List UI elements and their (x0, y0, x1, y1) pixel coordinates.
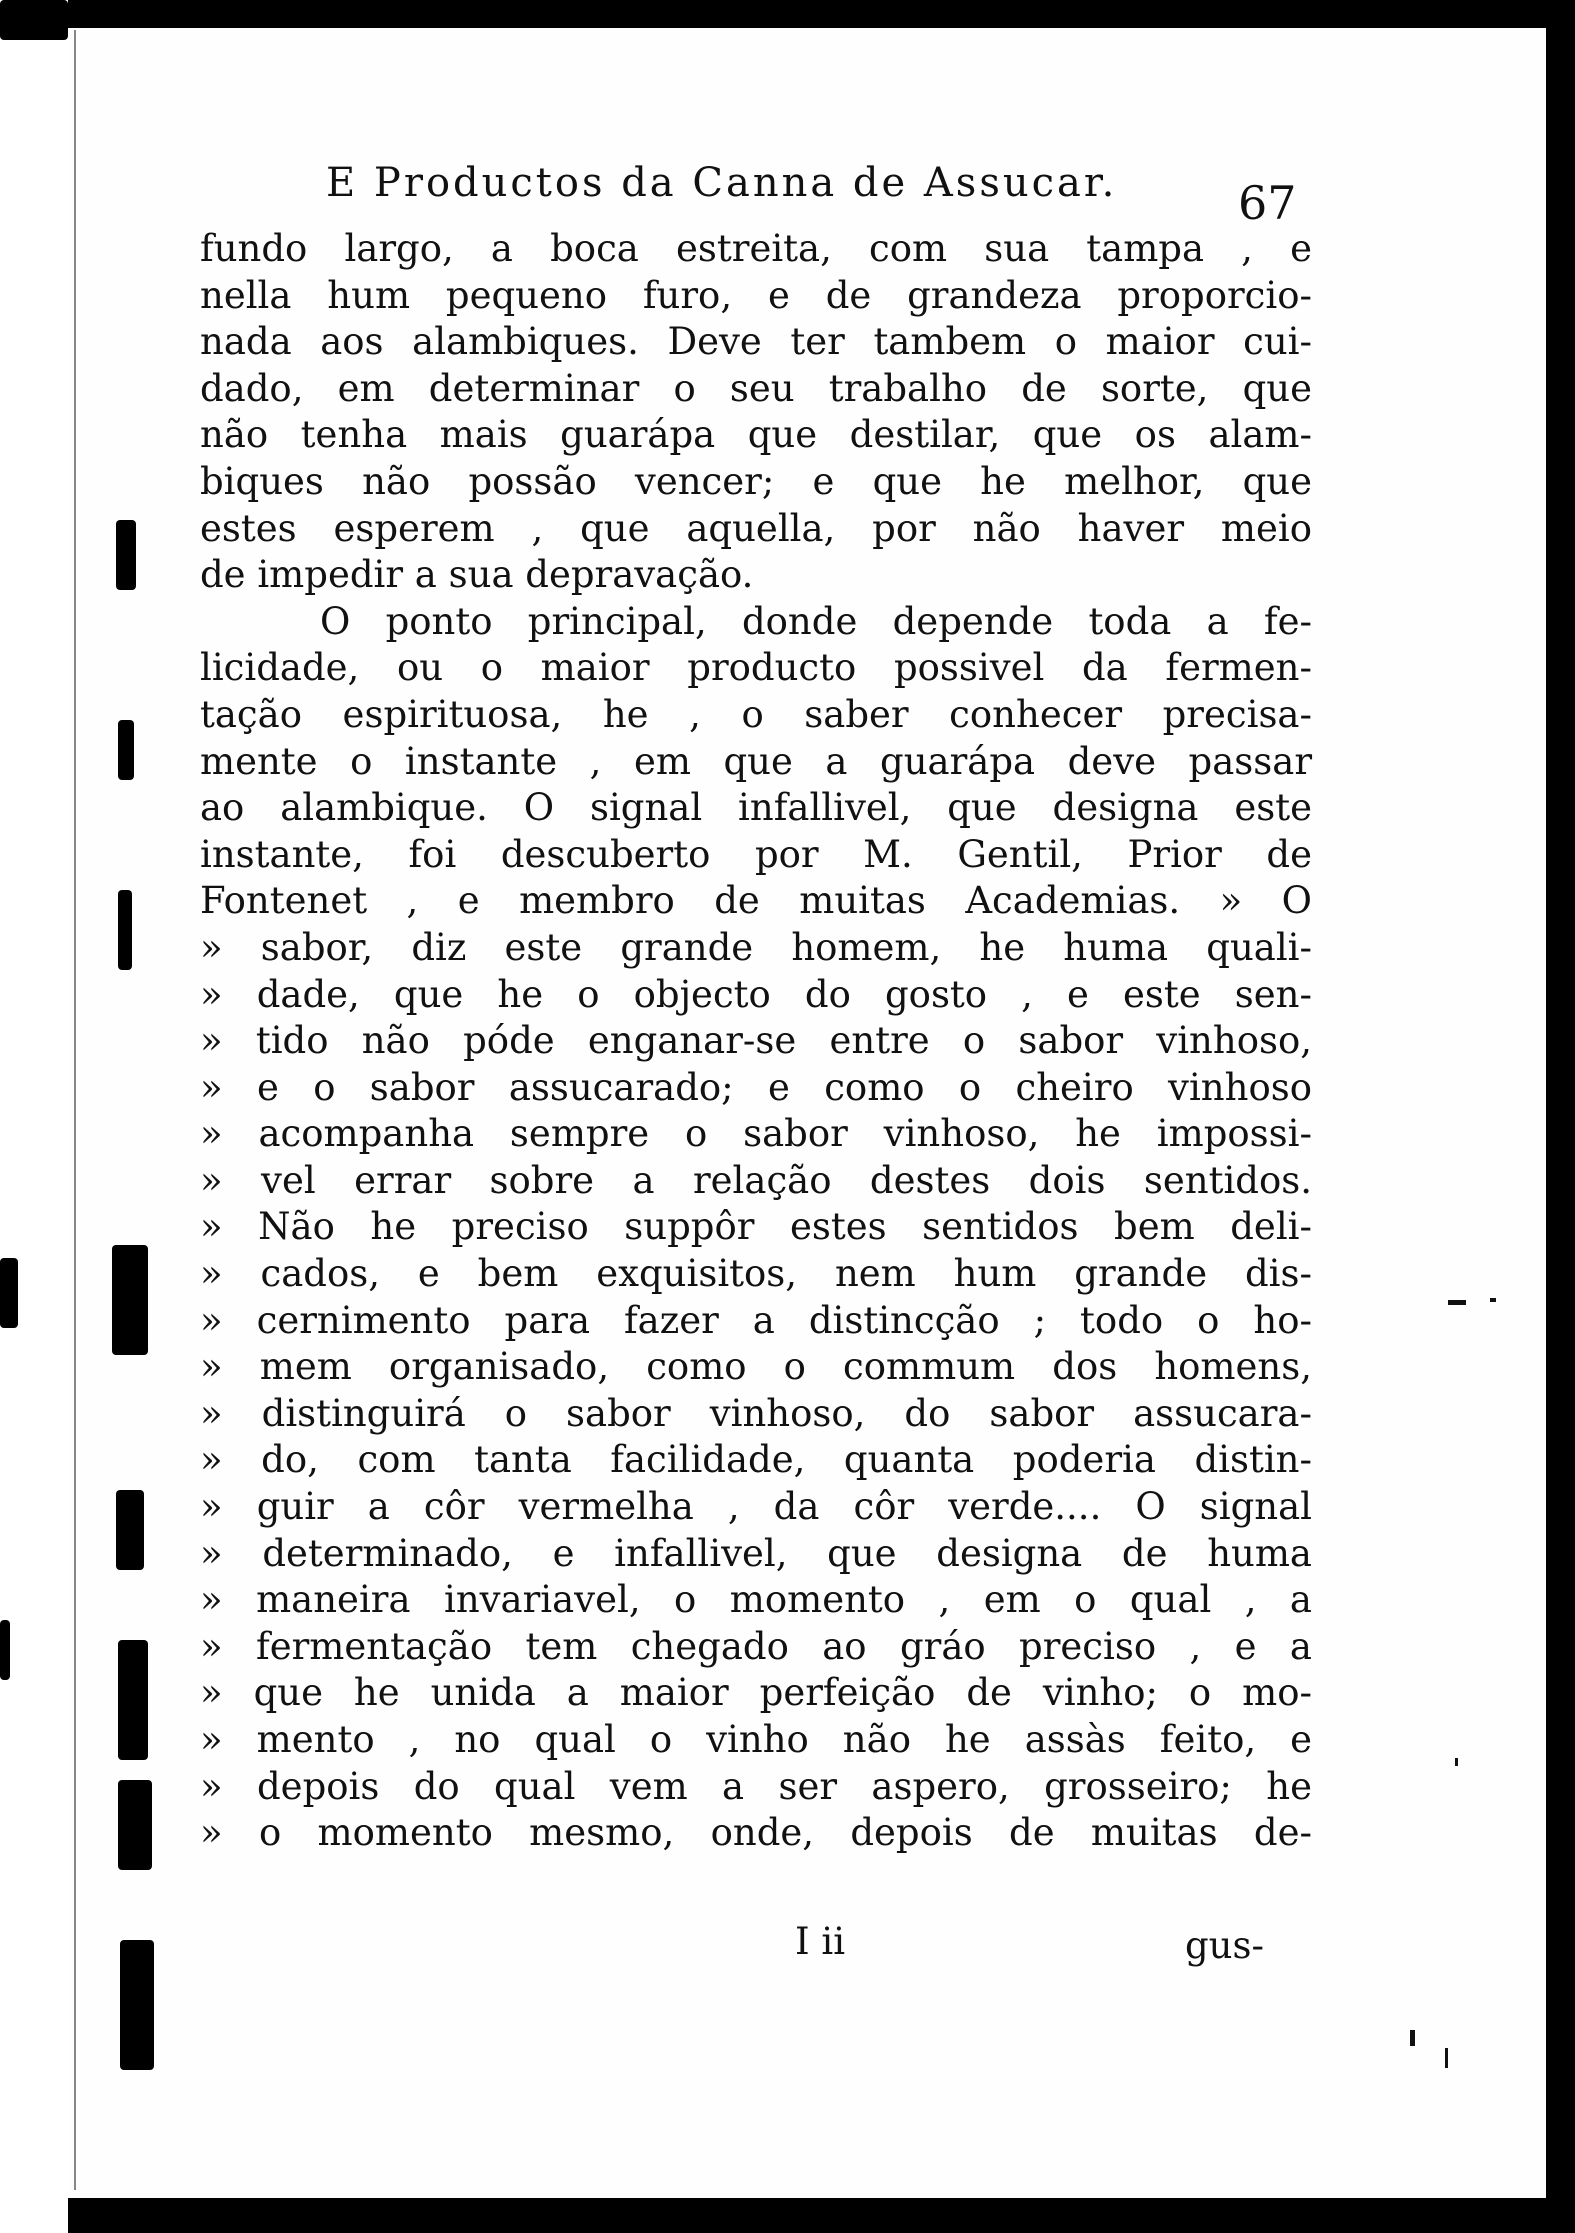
page-number: 67 (1238, 176, 1297, 230)
text-line: nada aos alambiques. Deve ter tambem o maior cui- (200, 320, 1312, 364)
text-line: » o momento mesmo, onde, depois de muitas de- (200, 1811, 1312, 1855)
text-line: tação espirituosa, he , o saber conhecer precisa- (200, 692, 1312, 736)
binding-shadow (0, 0, 68, 40)
binding-thread-mark (118, 890, 132, 970)
text-line: nella hum pequeno furo, e de grandeza proporcio- (200, 273, 1312, 317)
signature-mark: I ii (795, 1920, 846, 1963)
text-line: » e o sabor assucarado; e como o cheiro vinhoso (200, 1065, 1312, 1109)
text-line: » tido não póde enganar-se entre o sabor vinhoso, (200, 1019, 1312, 1063)
ink-speck (1490, 1298, 1496, 1302)
text-line: » fermentação tem chegado ao gráo preciso , e a (200, 1624, 1312, 1668)
text-line: » cernimento para fazer a distincção ; todo o ho- (200, 1298, 1312, 1342)
text-line: de impedir a sua depravação. (200, 553, 754, 597)
text-line: » cados, e bem exquisitos, nem hum grande dis- (200, 1252, 1312, 1296)
text-line: » distinguirá o sabor vinhoso, do sabor assucara- (200, 1391, 1312, 1435)
binding-thread-mark (112, 1245, 148, 1355)
text-line: » Não he preciso suppôr estes sentidos bem deli- (200, 1205, 1312, 1249)
text-line: » determinado, e infallivel, que designa de huma (200, 1531, 1312, 1575)
ink-speck (1455, 1758, 1458, 1766)
binding-shadow (0, 1258, 18, 1328)
text-line: » do, com tanta facilidade, quanta poderia distin- (200, 1438, 1312, 1482)
text-line: » vel errar sobre a relação destes dois sentidos. (200, 1158, 1312, 1202)
ink-speck (1410, 2030, 1415, 2046)
text-line: » dade, que he o objecto do gosto , e este sen- (200, 972, 1312, 1016)
catchword: gus- (1185, 1924, 1265, 1967)
page-edge (74, 30, 76, 2190)
text-line: » acompanha sempre o sabor vinhoso, he impossi- (200, 1112, 1312, 1156)
text-line: » depois do qual vem a ser aspero, grosseiro; he (200, 1764, 1312, 1808)
binding-thread-mark (118, 1640, 148, 1760)
text-line: instante, foi descuberto por M. Gentil, Prior de (200, 832, 1312, 876)
text-line: mente o instante , em que a guarápa deve passar (200, 739, 1312, 783)
text-line: » sabor, diz este grande homem, he huma quali- (200, 925, 1312, 969)
text-line: ao alambique. O signal infallivel, que designa este (200, 786, 1312, 830)
text-line: dado, em determinar o seu trabalho de sorte, que (200, 366, 1312, 410)
text-line: não tenha mais guarápa que destilar, que os alam- (200, 413, 1312, 457)
binding-shadow (0, 1620, 10, 1680)
text-line: » que he unida a maior perfeição de vinho; o mo- (200, 1671, 1312, 1715)
ink-speck (1445, 2048, 1448, 2068)
ink-speck (1448, 1300, 1466, 1305)
binding-thread-mark (118, 720, 134, 780)
text-line: » maneira invariavel, o momento , em o qual , a (200, 1578, 1312, 1622)
binding-thread-mark (118, 1780, 152, 1870)
body-text (200, 226, 1312, 1857)
text-line: O ponto principal, donde depende toda a fe- (320, 599, 1312, 643)
text-line: biques não possão vencer; e que he melhor, que (200, 459, 1312, 503)
text-line: licidade, ou o maior producto possivel da fermen- (200, 646, 1312, 690)
binding-thread-mark (120, 1940, 154, 2070)
text-line: » guir a côr vermelha , da côr verde.... O signal (200, 1485, 1312, 1529)
binding-thread-mark (116, 520, 136, 590)
text-line: fundo largo, a boca estreita, com sua tampa , e (200, 227, 1312, 270)
text-line: » mem organisado, como o commum dos homens, (200, 1345, 1312, 1389)
text-line: Fontenet , e membro de muitas Academias. » O (200, 879, 1312, 923)
binding-margin (0, 0, 68, 2233)
text-line: estes esperem , que aquella, por não haver meio (200, 506, 1312, 550)
running-head: E Productos da Canna de Assucar. (326, 160, 1118, 206)
binding-thread-mark (116, 1490, 144, 1570)
text-line: » mento , no qual o vinho não he assàs feito, e (200, 1718, 1312, 1761)
